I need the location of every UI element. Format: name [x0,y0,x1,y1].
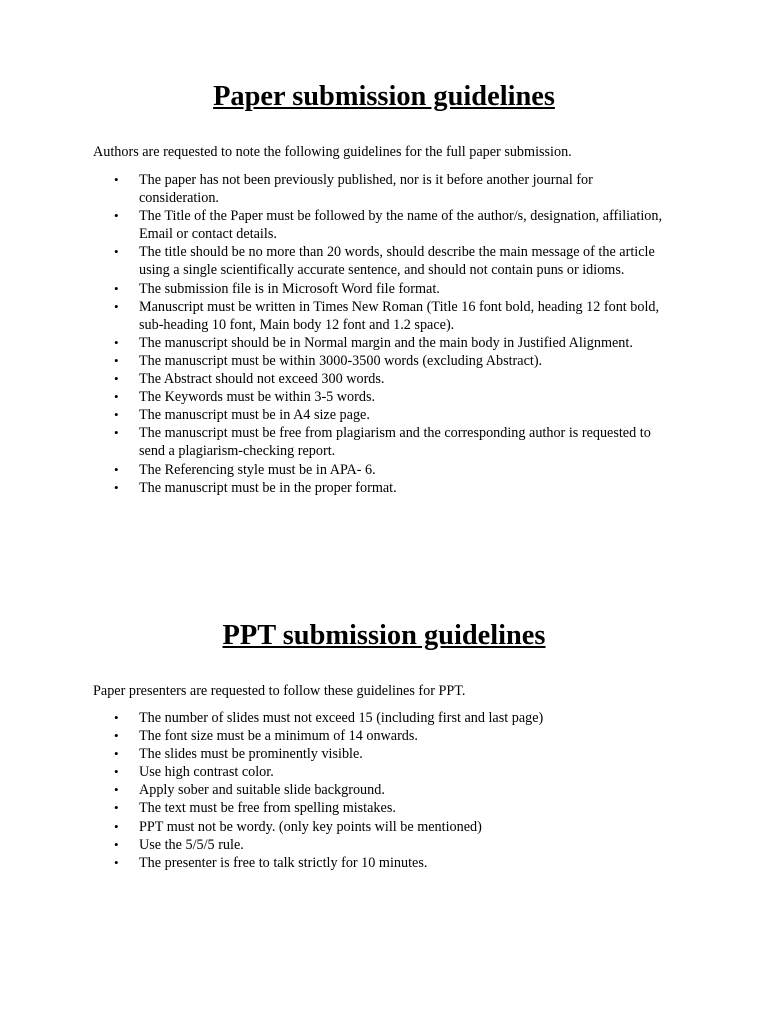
bullet-icon: • [114,728,119,744]
list-item [0,479,674,497]
list-item [0,781,674,799]
bullet-icon: • [114,371,119,387]
bullet-icon: • [114,854,119,870]
list-item [0,280,674,298]
list-item-text: The Referencing style must be in APA- 6. [139,461,376,478]
list-item-text: The text must be free from spelling mistakes. [139,800,396,817]
list-item [0,207,674,243]
paper-guidelines-title: Paper submission guidelines [213,81,555,112]
list-item-text: The manuscript must be in A4 size page. [139,407,370,424]
list-item-text: The manuscript must be in the proper format. [139,479,397,496]
list-item [0,799,674,817]
list-item-text: The title should be no more than 20 words, should describe the main message of the article using a single scientifically accurate sentence, and should not contain puns or idioms. [139,244,655,279]
list-item-text: The presenter is free to talk strictly for 10 minutes. [139,854,428,871]
bullet-icon: • [114,425,119,441]
list-item [0,709,674,727]
list-item-text: Use high contrast color. [139,764,274,781]
list-item [0,461,674,479]
list-item-text: Use the 5/5/5 rule. [139,836,244,853]
list-item [0,171,674,207]
bullet-icon: • [114,172,119,187]
bullet-icon: • [114,407,119,423]
bullet-icon: • [114,710,119,725]
list-item [0,763,674,781]
list-item [0,243,674,279]
list-item [0,854,674,872]
bullet-icon: • [114,800,119,816]
list-item-text: The font size must be a minimum of 14 onwards. [139,728,418,745]
bullet-icon: • [114,764,119,780]
list-item-text: Apply sober and suitable slide background. [139,782,385,799]
bullet-icon: • [114,818,119,834]
list-item-text: The number of slides must not exceed 15 (including first and last page) [139,710,544,726]
bullet-icon: • [114,389,119,405]
list-item-text: The manuscript must be free from plagiarism and the corresponding author is requested to send a plagiarism-checking report. [139,425,651,460]
list-item-text: The Keywords must be within 3-5 words. [139,389,376,406]
list-item [0,388,674,406]
list-item-text: The slides must be prominently visible. [139,746,363,763]
list-item [0,406,674,424]
list-item-text: The manuscript must be within 3000-3500 words (excluding Abstract). [139,352,543,369]
list-item-text: The Title of the Paper must be followed by the name of the author/s, designation, affiliation, Email or contact details. [139,208,662,243]
list-item [0,298,674,334]
ppt-guidelines-intro: Paper presenters are requested to follow these guidelines for PPT. [93,683,466,699]
list-item-text: Manuscript must be written in Times New Roman (Title 16 font bold, heading 12 font bold, sub-heading 10 font, Main body 12 font and 1.2 space). [139,298,660,333]
bullet-icon: • [114,298,119,314]
paper-guidelines-list [0,171,768,497]
list-item-text: The manuscript should be in Normal margin and the main body in Justified Alignment. [139,334,633,351]
bullet-icon: • [114,479,119,495]
list-item [0,334,674,352]
bullet-icon: • [114,244,119,260]
bullet-icon: • [114,782,119,798]
list-item [0,818,674,836]
bullet-icon: • [114,746,119,762]
bullet-icon: • [114,208,119,224]
list-item [0,424,674,460]
list-item [0,836,674,854]
bullet-icon: • [114,836,119,852]
list-item-text: The Abstract should not exceed 300 words. [139,371,385,388]
list-item-text: The submission file is in Microsoft Word file format. [139,280,440,297]
list-item [0,727,674,745]
bullet-icon: • [114,461,119,477]
paper-guidelines-intro: Authors are requested to note the following guidelines for the full paper submission. [93,144,572,160]
list-item-text: The paper has not been previously published, nor is it before another journal for consideration. [139,172,593,207]
list-item-text: PPT must not be wordy. (only key points will be mentioned) [139,818,482,835]
bullet-icon: • [114,334,119,350]
list-item [0,352,674,370]
bullet-icon: • [114,352,119,368]
list-item [0,370,674,388]
ppt-guidelines-list [0,709,768,872]
bullet-icon: • [114,280,119,296]
list-item [0,745,674,763]
ppt-guidelines-title: PPT submission guidelines [222,620,546,651]
